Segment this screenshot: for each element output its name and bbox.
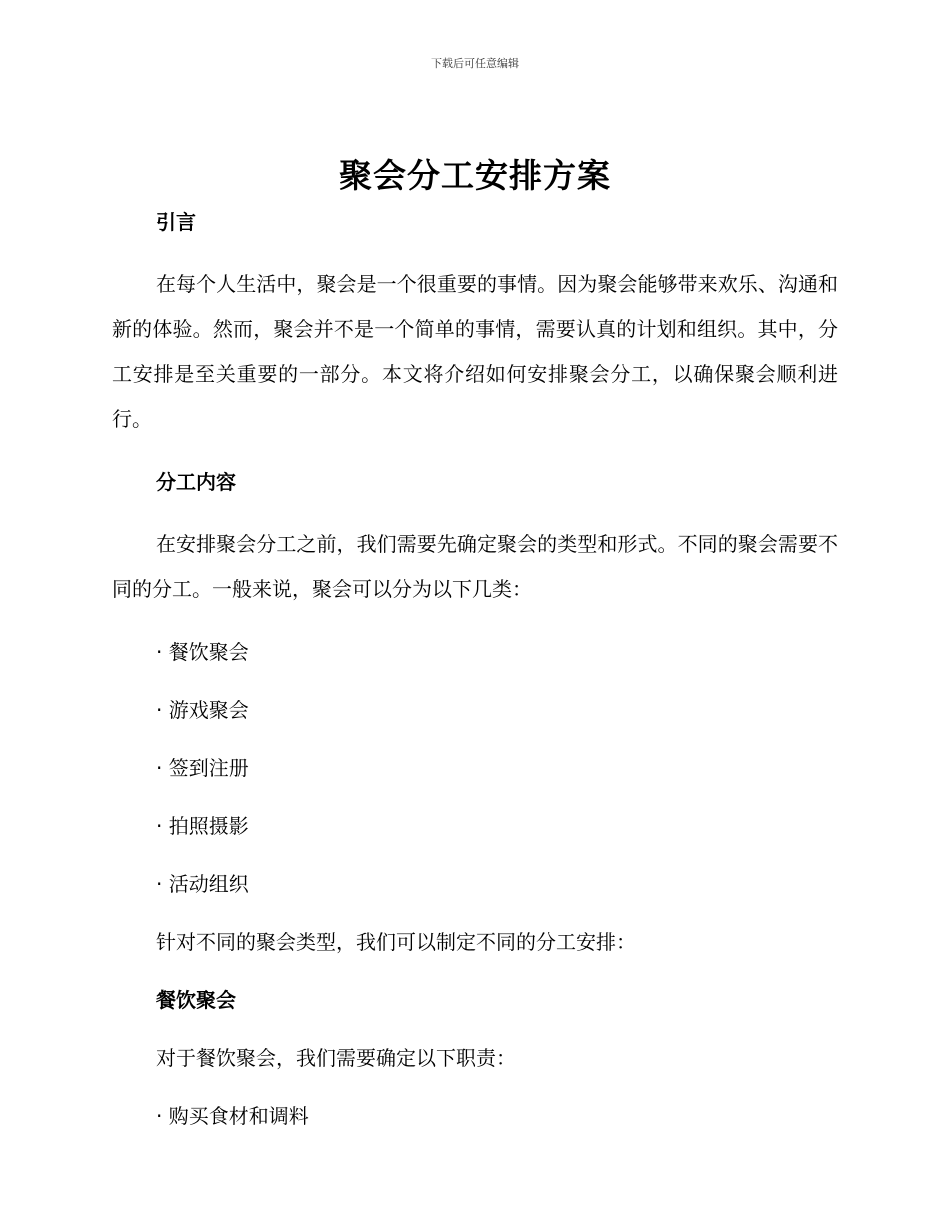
- dining-intro: 对于餐饮聚会，我们需要确定以下职责：: [156, 1046, 516, 1070]
- page-title: 聚会分工安排方案: [339, 156, 611, 195]
- list-item-type: · 签到注册: [156, 756, 249, 780]
- types-followup: 针对不同的聚会类型，我们可以制定不同的分工安排：: [156, 930, 636, 954]
- list-item-type: · 餐饮聚会: [156, 640, 249, 664]
- section-heading-dining: 餐饮聚会: [156, 988, 236, 1012]
- list-item-type: · 游戏聚会: [156, 698, 249, 722]
- division-paragraph: 在安排聚会分工之前，我们需要先确定聚会的类型和形式。不同的聚会需要不同的分工。一般来说，聚会可以分为以下几类：: [112, 532, 838, 601]
- document-body: [112, 205, 838, 1133]
- header-note: 下载后可任意编辑: [431, 57, 519, 70]
- intro-paragraph: 在每个人生活中，聚会是一个很重要的事情。因为聚会能够带来欢乐、沟通和新的体验。然而，聚会并不是一个简单的事情，需要认真的计划和组织。其中，分工安排是至关重要的一部分。本文将介绍如何安排聚会分工，以确保聚会顺利进行。: [112, 272, 838, 431]
- list-item-dining: · 购买食材和调料: [156, 1104, 309, 1128]
- section-heading-division: 分工内容: [156, 470, 236, 494]
- section-heading-intro: 引言: [156, 210, 196, 234]
- list-item-type: · 活动组织: [156, 872, 249, 896]
- list-item-type: · 拍照摄影: [156, 814, 249, 838]
